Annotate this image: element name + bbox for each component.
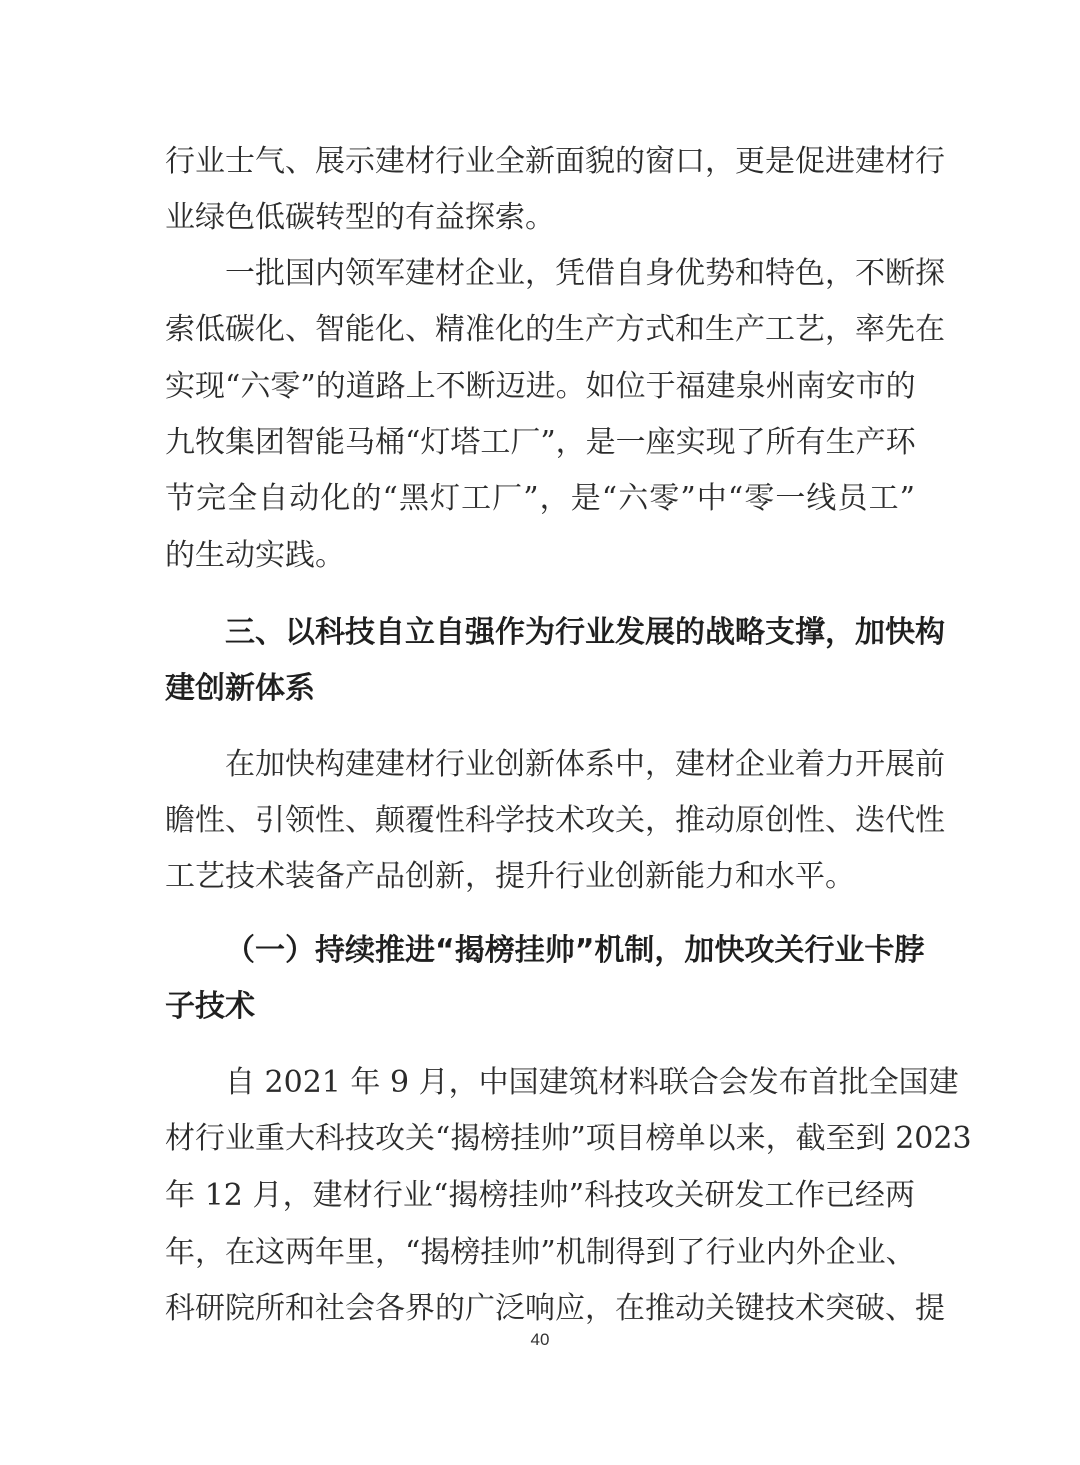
section-heading: 建创新体系: [165, 671, 315, 706]
subsection-heading: （一）持续推进“揭榜挂帅”机制，加快攻关行业卡脖: [225, 933, 925, 968]
text-line: 行业士气、展示建材行业全新面貌的窗口，更是促进建材行: [165, 144, 945, 179]
text-line: 瞻性、引领性、颠覆性科学技术攻关，推动原创性、迭代性: [165, 803, 945, 838]
text-line: 年，在这两年里，“揭榜挂帅”机制得到了行业内外企业、: [165, 1235, 916, 1270]
text-line: 在加快构建建材行业创新体系中，建材企业着力开展前: [225, 747, 945, 782]
text-line: 的生动实践。: [165, 538, 345, 573]
text-line: 实现“六零”的道路上不断迈进。如位于福建泉州南安市的: [165, 369, 916, 404]
text-line: 索低碳化、智能化、精准化的生产方式和生产工艺，率先在: [165, 312, 945, 347]
page-number: 40: [530, 1330, 550, 1349]
text-line: 工艺技术装备产品创新，提升行业创新能力和水平。: [165, 859, 855, 894]
text-line: 业绿色低碳转型的有益探索。: [165, 200, 555, 235]
section-heading: 三、以科技自立自强作为行业发展的战略支撑，加快构: [225, 615, 945, 650]
text-line: 科研院所和社会各界的广泛响应，在推动关键技术突破、提: [165, 1291, 945, 1326]
text-line: 节完全自动化的“黑灯工厂”，是“六零”中“零一线员工”: [165, 481, 915, 516]
text-line: 九牧集团智能马桶“灯塔工厂”，是一座实现了所有生产环: [165, 425, 916, 460]
text-line: 自 2021 年 9 月，中国建筑材料联合会发布首批全国建: [225, 1065, 959, 1100]
text-line: 年 12 月，建材行业“揭榜挂帅”科技攻关研发工作已经两: [165, 1178, 915, 1213]
text-line: 材行业重大科技攻关“揭榜挂帅”项目榜单以来，截至到 2023: [165, 1121, 972, 1156]
text-line: 一批国内领军建材企业，凭借自身优势和特色，不断探: [225, 256, 945, 291]
subsection-heading: 子技术: [165, 989, 255, 1024]
